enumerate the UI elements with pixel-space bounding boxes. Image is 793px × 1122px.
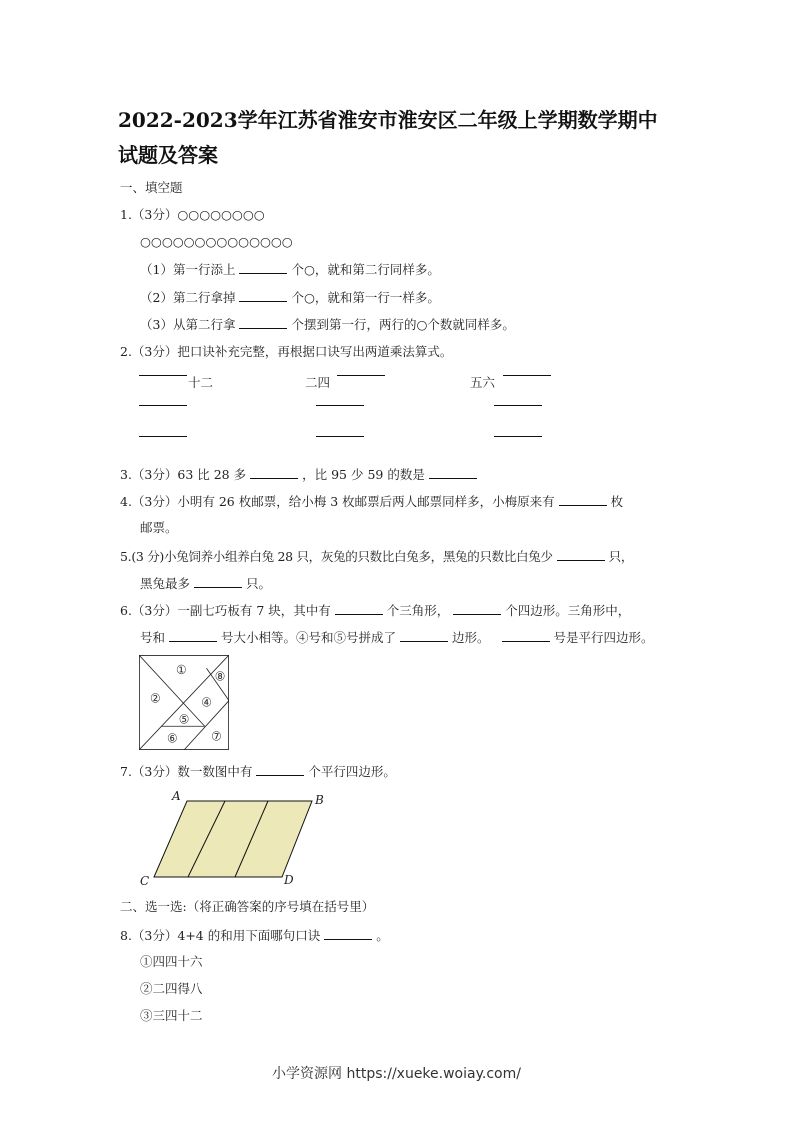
text: 个摆到第一行，两行的○个数就同样多。 — [291, 317, 515, 332]
q1-stem: 1.（3分）○○○○○○○○ — [120, 207, 265, 222]
text: 4.（3分）小明有 26 枚邮票，给小梅 3 枚邮票后两人邮票同样多，小梅原来有 — [120, 494, 555, 509]
answer-blank[interactable] — [250, 466, 298, 479]
text: 6.（3分）一副七巧板有 7 块，其中有 — [120, 603, 331, 618]
q3 — [120, 466, 481, 483]
text: 个平行四边形。 — [308, 764, 396, 779]
vertex-label-b: B — [315, 793, 324, 807]
answer-blank[interactable] — [335, 602, 383, 615]
title-line1: 2022-2023学年江苏省淮安市淮安区二年级上学期数学期中 — [118, 108, 658, 132]
q4 — [120, 493, 623, 510]
section-heading: 一、填空题 — [120, 180, 183, 195]
answer-blank[interactable] — [169, 629, 217, 642]
answer-blank[interactable] — [139, 436, 187, 437]
parallelogram-shape — [154, 801, 312, 877]
text: 号和 — [140, 630, 166, 645]
answer-blank[interactable] — [494, 436, 542, 437]
answer-blank[interactable] — [239, 261, 287, 274]
text: 黑兔最多 — [140, 576, 191, 591]
tangram-label-2: ② — [149, 691, 161, 706]
text: 枚 — [610, 494, 624, 509]
q8-option-1: ①四四十六 — [140, 954, 203, 969]
answer-blank[interactable] — [256, 763, 304, 776]
tangram-label-1: ① — [176, 662, 187, 678]
text: 个○，就和第一行一样多。 — [291, 290, 440, 305]
text: 号是平行四边形。 — [553, 630, 654, 645]
text: （1）第一行添上 — [140, 262, 236, 277]
text: 号大小相等。④号和⑤号拼成了 — [221, 630, 397, 645]
text: （2）第二行拿掉 — [140, 290, 236, 305]
text: （3）从第二行拿 — [140, 317, 236, 332]
q4-cont: 邮票。 — [140, 520, 178, 535]
q7 — [120, 763, 396, 780]
vertex-label-d: D — [284, 873, 294, 887]
q8 — [120, 927, 389, 944]
answer-blank[interactable] — [337, 375, 385, 376]
q1-sub2 — [140, 289, 440, 306]
tangram-label-6: ⑥ — [167, 731, 178, 746]
q8-option-3: ③三四十二 — [140, 1008, 203, 1023]
answer-blank[interactable] — [453, 602, 501, 615]
text: 边形。 — [452, 630, 490, 645]
answer-blank[interactable] — [503, 375, 551, 376]
q6 — [120, 602, 630, 619]
q1-sub1 — [140, 261, 440, 278]
text: ，比 95 少 59 的数是 — [302, 467, 425, 482]
title-line2: 试题及答案 — [118, 143, 218, 167]
answer-blank[interactable] — [400, 629, 448, 642]
text: 3.（3分）63 比 28 多 — [120, 467, 247, 482]
q1-row2: ○○○○○○○○○○○○○○ — [140, 234, 293, 249]
tangram-label-5: ⑤ — [178, 712, 190, 727]
answer-blank[interactable] — [557, 548, 605, 561]
text: 。 — [376, 928, 389, 943]
text: 个三角形， — [386, 603, 450, 618]
q5-cont — [140, 575, 271, 592]
vertex-label-c: C — [140, 874, 150, 888]
text: 5.(3 分)小兔饲养小组养白兔 28 只，灰兔的只数比白兔多，黑兔的只数比白兔少 — [120, 549, 553, 564]
text: 个四边形。三角形中， — [505, 603, 631, 618]
answer-blank[interactable] — [239, 316, 287, 329]
q2-c1: 十二 — [188, 375, 214, 390]
tangram-figure — [139, 655, 229, 750]
q5 — [120, 548, 633, 565]
answer-blank[interactable] — [239, 289, 287, 302]
answer-blank[interactable] — [494, 405, 542, 406]
answer-blank[interactable] — [429, 466, 477, 479]
answer-blank[interactable] — [316, 405, 364, 406]
tangram-label-3: ⑧ — [214, 669, 226, 684]
text: 只。 — [246, 576, 272, 591]
answer-blank[interactable] — [139, 405, 187, 406]
answer-blank[interactable] — [316, 436, 364, 437]
tangram-label-7: ⑦ — [211, 729, 222, 744]
parallelogram-figure — [135, 785, 335, 890]
q6-cont — [140, 629, 654, 646]
q2-c2: 二四 — [305, 375, 331, 390]
text: 8.（3分）4+4 的和用下面哪句口诀 — [120, 928, 321, 943]
text: 个○，就和第二行同样多。 — [291, 262, 440, 277]
vertex-label-a: A — [172, 789, 181, 803]
q1-sub3 — [140, 316, 515, 333]
text: 只， — [608, 549, 634, 564]
q8-option-2: ②二四得八 — [140, 981, 203, 996]
footer-watermark: 小学资源网 https://xueke.woiay.com/ — [272, 1066, 521, 1082]
q2-c3: 五六 — [470, 375, 496, 390]
answer-blank[interactable] — [194, 575, 242, 588]
answer-blank[interactable] — [324, 927, 372, 940]
answer-blank[interactable] — [502, 629, 550, 642]
answer-blank[interactable] — [139, 375, 187, 376]
text: 7.（3分）数一数图中有 — [120, 764, 253, 779]
q2-stem: 2.（3分）把口诀补充完整，再根据口诀写出两道乘法算式。 — [120, 344, 453, 359]
answer-blank[interactable] — [559, 493, 607, 506]
section-heading-2: 二、选一选:（将正确答案的序号填在括号里） — [120, 899, 375, 914]
tangram-label-4: ④ — [201, 695, 212, 710]
